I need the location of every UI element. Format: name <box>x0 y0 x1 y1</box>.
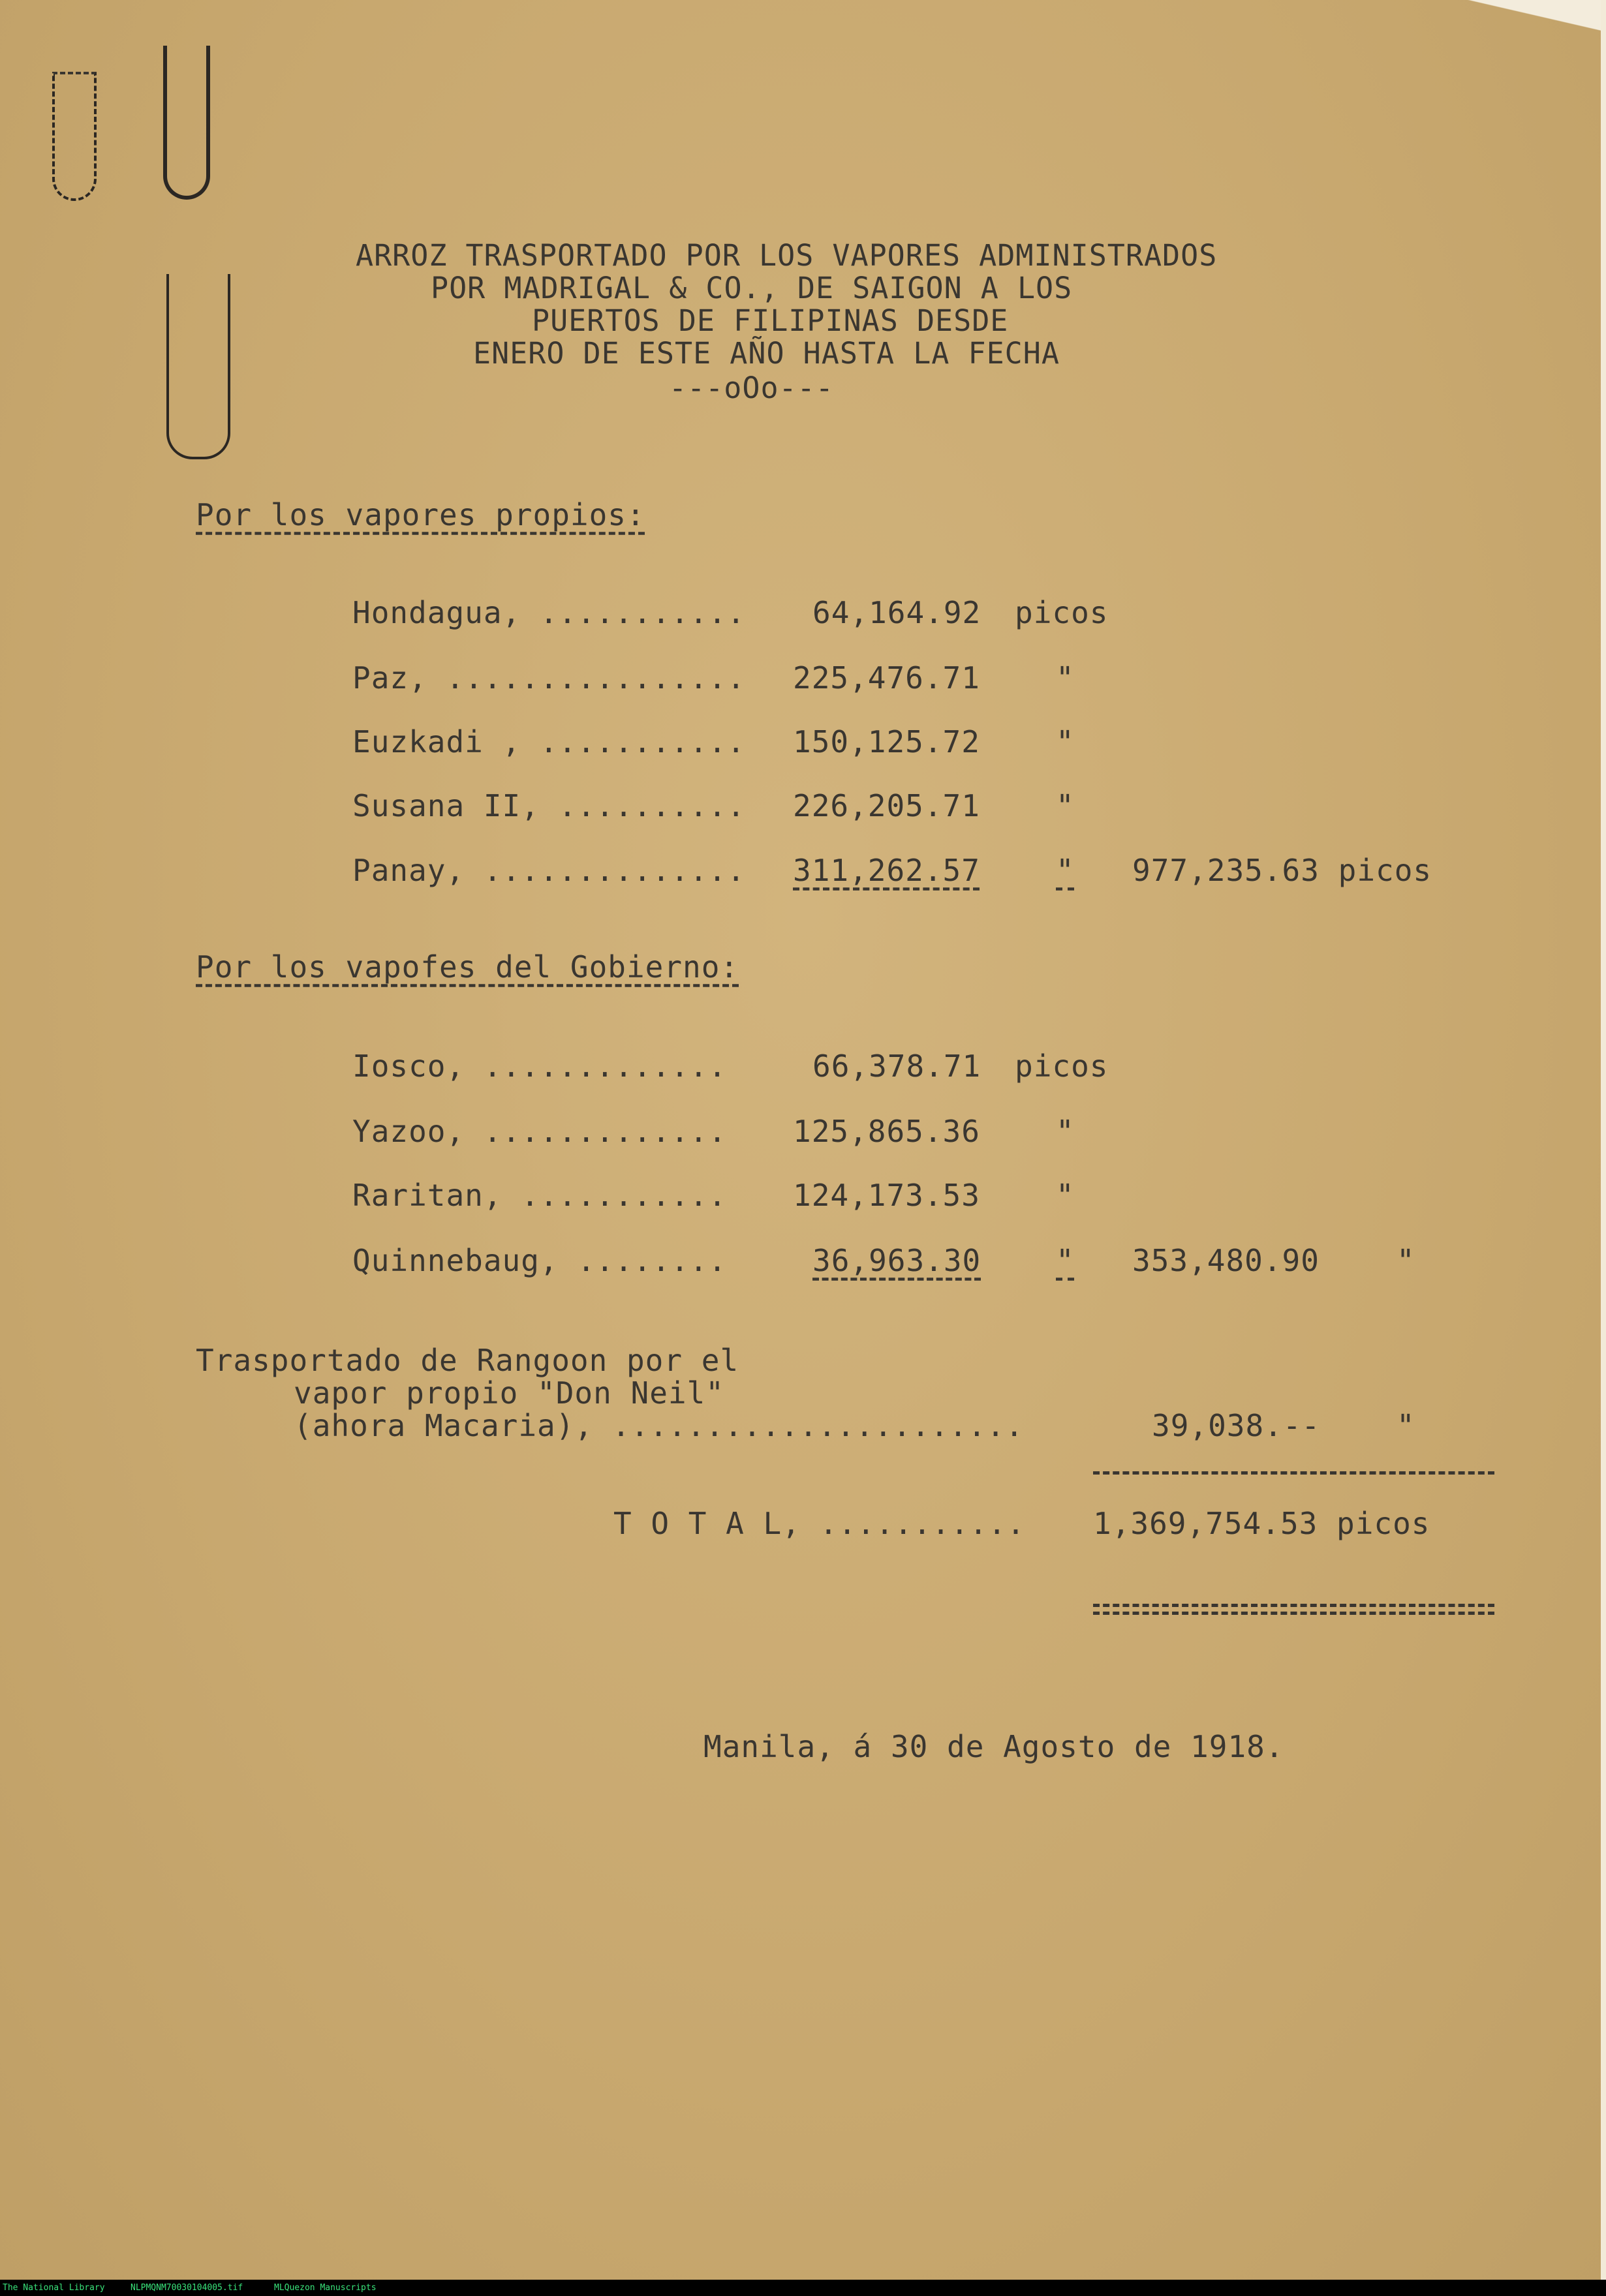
propios-row-value: 311,262.57 <box>793 853 980 888</box>
propios-row-value: 150,125.72 <box>793 724 980 759</box>
propios-row-name: Panay, .............. <box>352 853 746 888</box>
rangoon-value: 39,038.-- <box>1152 1408 1321 1443</box>
heading-vapores-gobierno: Por los vapofes del Gobierno: <box>196 949 739 985</box>
propios-row-name: Susana II, .......... <box>352 788 746 823</box>
archive-footer-bar <box>0 2280 1606 2296</box>
footer-library: The National Library <box>3 2283 105 2293</box>
propios-row-name: Paz, ................ <box>352 660 746 696</box>
propios-row-unit: " <box>1056 853 1075 888</box>
gobierno-row-unit: " <box>1056 1243 1075 1278</box>
total-label: T O T A L, ........... <box>613 1506 1026 1541</box>
gobierno-row-unit: " <box>1056 1178 1075 1213</box>
gobierno-row-name: Iosco, ............. <box>352 1049 727 1084</box>
propios-row-value: 225,476.71 <box>793 660 980 696</box>
paper-clip-mark <box>163 46 210 200</box>
propios-row-name: Hondagua, ........... <box>352 595 746 630</box>
footer-file: NLPMQNM70030104005.tif <box>131 2283 243 2293</box>
title-line-1: ARROZ TRASPORTADO POR LOS VAPORES ADMINISTRADOS <box>356 238 1218 273</box>
gobierno-subtotal-unit: " <box>1397 1243 1415 1278</box>
torn-corner <box>1436 0 1606 39</box>
gobierno-subtotal: 353,480.90 <box>1132 1243 1320 1278</box>
gobierno-row-name: Raritan, ........... <box>352 1178 727 1213</box>
propios-row-value: 226,205.71 <box>793 788 980 823</box>
title-ornament: ---oOo--- <box>669 371 834 405</box>
paper-clip-mark <box>166 274 230 459</box>
total-rule-double <box>1093 1604 1494 1607</box>
rangoon-unit: " <box>1397 1408 1415 1443</box>
propios-row-name: Euzkadi , ........... <box>352 724 746 759</box>
footer-collection: MLQuezon Manuscripts <box>274 2283 377 2293</box>
title-line-3: PUERTOS DE FILIPINAS DESDE <box>532 303 1009 338</box>
rangoon-line-3: (ahora Macaria), ...................... <box>294 1408 1025 1443</box>
title-line-2: POR MADRIGAL & CO., DE SAIGON A LOS <box>431 271 1073 305</box>
total-rule-single <box>1093 1471 1494 1475</box>
propios-row-unit: picos <box>1015 595 1109 630</box>
place-date: Manila, á 30 de Agosto de 1918. <box>703 1729 1284 1764</box>
rangoon-line-2: vapor propio "Don Neil" <box>294 1375 724 1411</box>
propios-row-unit: " <box>1056 724 1075 759</box>
gobierno-row-unit: " <box>1056 1114 1075 1149</box>
gobierno-row-value: 125,865.36 <box>793 1114 980 1149</box>
gobierno-row-name: Quinnebaug, ........ <box>352 1243 727 1278</box>
propios-row-value: 64,164.92 <box>812 595 981 630</box>
propios-subtotal: 977,235.63 picos <box>1132 853 1432 888</box>
gobierno-row-unit: picos <box>1015 1049 1109 1084</box>
propios-row-unit: " <box>1056 788 1075 823</box>
total-value: 1,369,754.53 picos <box>1093 1506 1430 1541</box>
gobierno-row-name: Yazoo, ............. <box>352 1114 727 1149</box>
rangoon-line-1: Trasportado de Rangoon por el <box>196 1343 739 1378</box>
paper-clip-mark <box>52 72 97 201</box>
gobierno-row-value: 66,378.71 <box>812 1049 981 1084</box>
propios-row-unit: " <box>1056 660 1075 696</box>
gobierno-row-value: 36,963.30 <box>812 1243 981 1278</box>
gobierno-row-value: 124,173.53 <box>793 1178 980 1213</box>
heading-vapores-propios: Por los vapores propios: <box>196 497 645 532</box>
total-rule-double <box>1093 1612 1494 1615</box>
title-line-4: ENERO DE ESTE AÑO HASTA LA FECHA <box>473 336 1060 371</box>
